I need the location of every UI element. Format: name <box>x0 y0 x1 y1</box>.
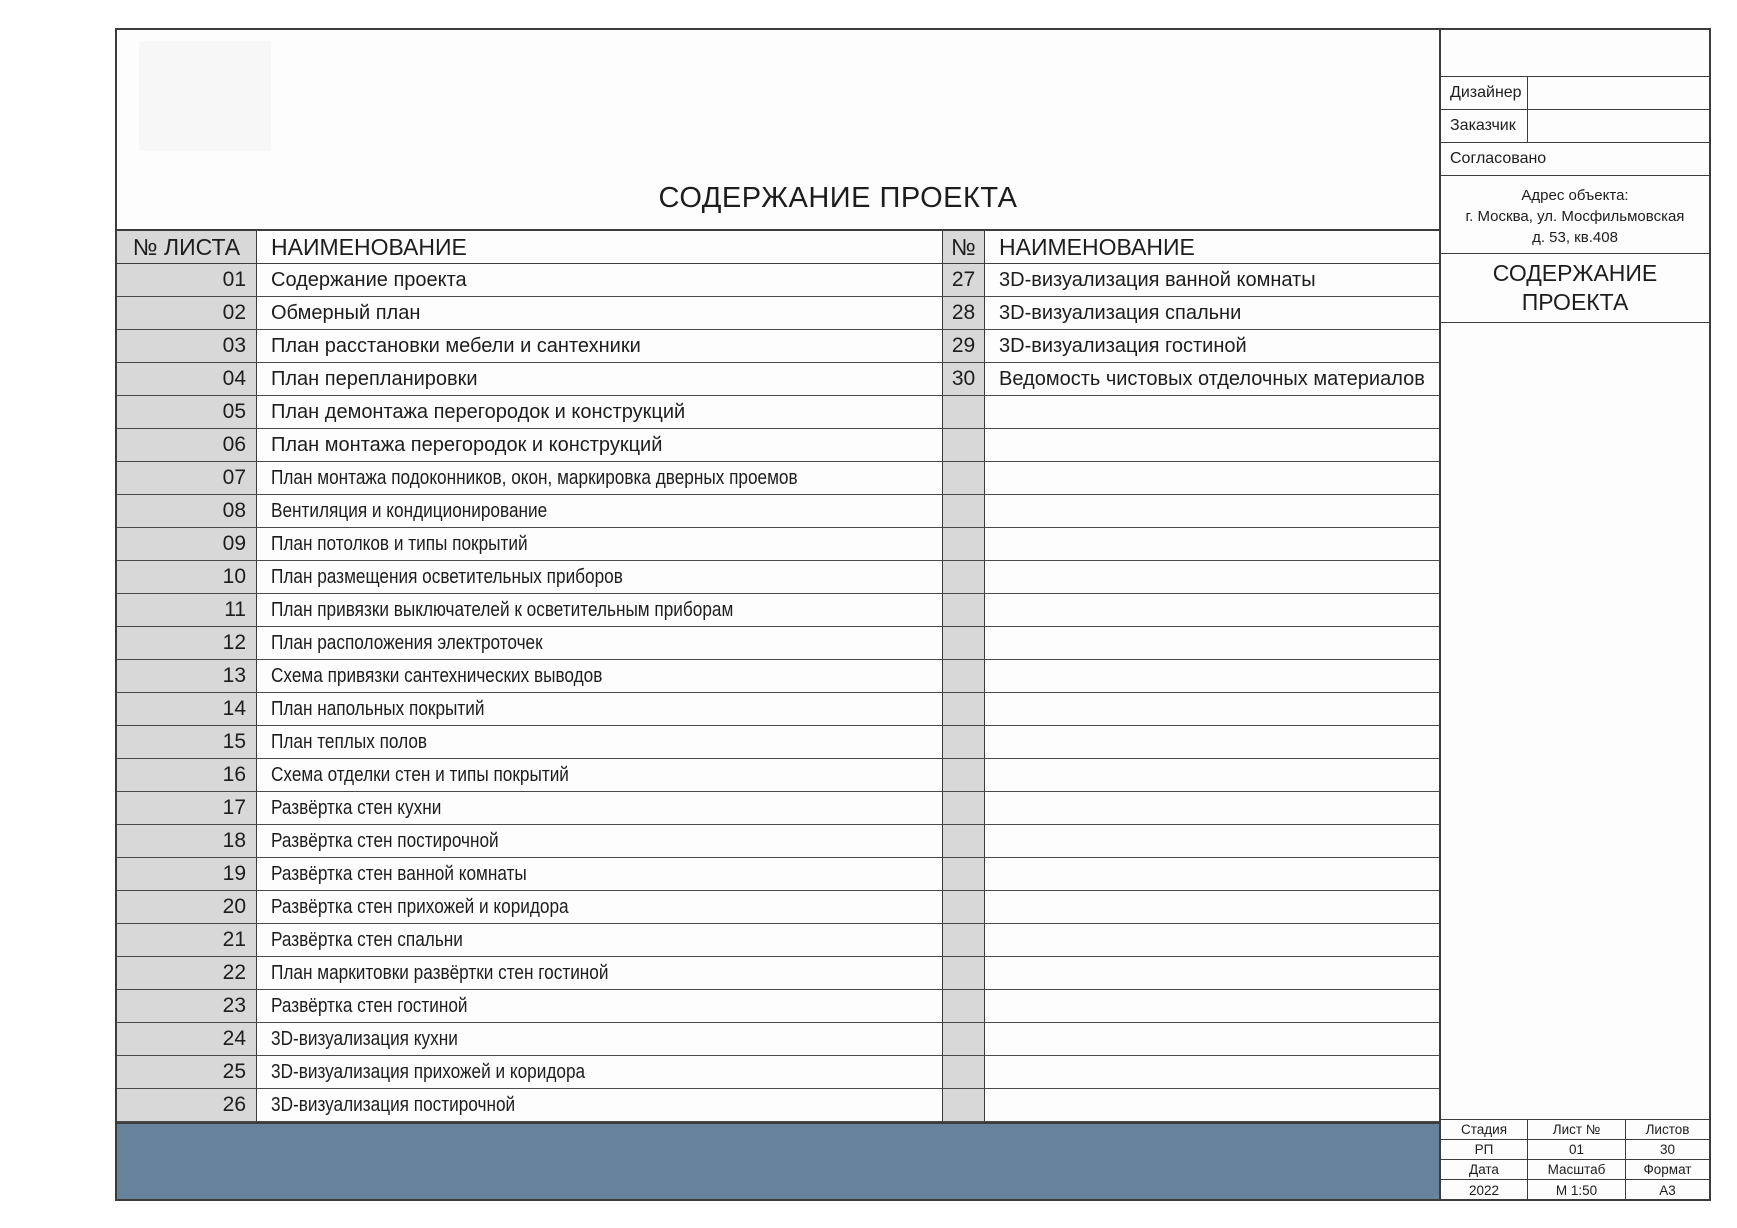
sheet-number-cell <box>943 528 985 560</box>
title-block-empty-cell <box>1441 30 1709 77</box>
sheet-number-cell: 25 <box>117 1056 257 1088</box>
sheet-number-cell <box>943 792 985 824</box>
sheet-name-cell: План монтажа перегородок и конструкций <box>271 433 663 456</box>
sheet-name-cell: Развёртка стен постирочной <box>271 829 499 852</box>
table-row <box>117 660 942 693</box>
sheet-name-cell: Ведомость чистовых отделочных материалов <box>999 367 1425 390</box>
sheet-name-cell <box>985 561 1439 593</box>
sheet-number-cell: 26 <box>117 1089 257 1121</box>
sheet-name-cell <box>985 1023 1439 1055</box>
table-row <box>943 693 1439 726</box>
title-block <box>1439 30 1709 1199</box>
sheet-number-cell <box>943 825 985 857</box>
sheet-number-cell <box>943 594 985 626</box>
sheet-name-cell: План теплых полов <box>271 730 428 753</box>
sheet-number-cell: 10 <box>117 561 257 593</box>
sheet-name-cell <box>985 429 1439 461</box>
table-row <box>117 1056 942 1089</box>
approved-row <box>1441 143 1709 176</box>
sheet-name-cell: 3D-визуализация ванной комнаты <box>999 268 1316 291</box>
contents-table-left <box>117 231 942 1122</box>
sheet-name-cell <box>985 759 1439 791</box>
sheet-name-cell <box>985 990 1439 1022</box>
sheet-name-cell: Содержание проекта <box>271 268 467 291</box>
table-row <box>943 429 1439 462</box>
page-title: СОДЕРЖАНИЕ ПРОЕКТА <box>658 182 1018 215</box>
sheet-name-cell: План привязки выключателей к осветительным приборам <box>271 598 734 621</box>
sheet-name-cell <box>985 1089 1439 1121</box>
address-line: г. Москва, ул. Мосфильмовская <box>1465 208 1685 225</box>
sheet-number-cell <box>943 1089 985 1121</box>
table-row <box>943 462 1439 495</box>
stamp-stage-label: Стадия <box>1441 1120 1528 1140</box>
sheet-number-cell: 08 <box>117 495 257 527</box>
top-band <box>117 30 1439 229</box>
sheet-name-cell: План демонтажа перегородок и конструкций <box>271 400 686 423</box>
table-row <box>117 693 942 726</box>
table-row <box>943 858 1439 891</box>
sheet-number-cell <box>943 561 985 593</box>
sheet-number-cell <box>943 759 985 791</box>
sheet-name-cell <box>985 627 1439 659</box>
sheet-number-cell <box>943 891 985 923</box>
table-row <box>943 396 1439 429</box>
table-row <box>943 891 1439 924</box>
table-row <box>943 264 1439 297</box>
sheet-name-cell <box>985 924 1439 956</box>
stamp-sheet-value: 01 <box>1528 1140 1626 1160</box>
sheet-number-cell: 09 <box>117 528 257 560</box>
designer-row <box>1441 77 1709 110</box>
table-row <box>117 561 942 594</box>
table-row <box>117 330 942 363</box>
column-header-name: НАИМЕНОВАНИЕ <box>271 233 467 260</box>
sheet-number-cell: 29 <box>943 330 985 362</box>
sheet-number-cell: 27 <box>943 264 985 296</box>
stamp-date-value: 2022 <box>1441 1180 1528 1200</box>
main-area <box>117 30 1439 1199</box>
sheet-number-cell: 30 <box>943 363 985 395</box>
sheet-name-cell <box>985 594 1439 626</box>
sheet-number-cell <box>943 627 985 659</box>
sheet-name-cell: Обмерный план <box>271 301 421 324</box>
address-line: д. 53, кв.408 <box>1532 229 1618 246</box>
sheet-name-cell <box>985 528 1439 560</box>
sheet-number-cell: 11 <box>117 594 257 626</box>
stamp-format-label: Формат <box>1626 1160 1709 1180</box>
sheet-number-cell <box>943 1023 985 1055</box>
sheet-number-cell <box>943 858 985 890</box>
table-row <box>943 330 1439 363</box>
sheet-name-cell: Развёртка стен прихожей и коридора <box>271 895 569 918</box>
sheet-number-cell <box>943 495 985 527</box>
table-rows <box>117 264 942 1122</box>
column-header-sheet-number: № ЛИСТА <box>117 231 257 263</box>
sheet-name-cell: Развёртка стен ванной комнаты <box>271 862 527 885</box>
table-row <box>943 660 1439 693</box>
sheet-name-cell: План напольных покрытий <box>271 697 485 720</box>
sheet-name-cell: 3D-визуализация кухни <box>271 1027 458 1050</box>
sheet-number-cell <box>943 1056 985 1088</box>
contents-table-right <box>942 231 1439 1122</box>
table-row <box>117 990 942 1023</box>
sheet-number-cell <box>943 957 985 989</box>
stamp-stage-value: РП <box>1441 1140 1528 1160</box>
sheet-name-cell <box>985 891 1439 923</box>
table-row <box>117 462 942 495</box>
table-row <box>117 1023 942 1056</box>
sheet-name-cell <box>985 660 1439 692</box>
sheet-name-cell <box>985 726 1439 758</box>
table-row <box>943 627 1439 660</box>
sheet-name-cell <box>985 792 1439 824</box>
sheet-name-cell: 3D-визуализация прихожей и коридора <box>271 1060 586 1083</box>
sheet-number-cell: 07 <box>117 462 257 494</box>
sheet-number-cell: 18 <box>117 825 257 857</box>
table-row <box>943 1056 1439 1089</box>
table-row <box>117 627 942 660</box>
table-header-row <box>943 231 1439 264</box>
table-row <box>117 726 942 759</box>
sheet-number-cell: 06 <box>117 429 257 461</box>
stamp-sheet-label: Лист № <box>1528 1120 1626 1140</box>
sheet-number-cell: 20 <box>117 891 257 923</box>
address-line: Адрес объекта: <box>1521 187 1629 204</box>
table-header-row <box>117 231 942 264</box>
table-row <box>943 1089 1439 1122</box>
sheet-name-cell <box>985 693 1439 725</box>
stamp-scale-label: Масштаб <box>1528 1160 1626 1180</box>
sheet-number-cell: 12 <box>117 627 257 659</box>
sheet-name-cell <box>985 495 1439 527</box>
table-row <box>943 1023 1439 1056</box>
table-row <box>943 726 1439 759</box>
sheet-name-cell: Схема отделки стен и типы покрытий <box>271 763 569 786</box>
sheet-name-cell <box>985 396 1439 428</box>
table-row <box>117 1089 942 1122</box>
sheet-number-cell: 03 <box>117 330 257 362</box>
table-rows <box>943 264 1439 1122</box>
table-row <box>943 990 1439 1023</box>
client-label: Заказчик <box>1450 117 1516 134</box>
table-row <box>943 957 1439 990</box>
sheet-number-cell <box>943 396 985 428</box>
stamp-table <box>1441 1119 1709 1199</box>
table-row <box>117 891 942 924</box>
designer-label: Дизайнер <box>1450 84 1522 101</box>
sheet-number-cell: 16 <box>117 759 257 791</box>
sheet-number-cell: 19 <box>117 858 257 890</box>
sheet-name-cell: План размещения осветительных приборов <box>271 565 623 588</box>
table-row <box>943 825 1439 858</box>
sheet-number-cell <box>943 429 985 461</box>
sheet-number-cell: 02 <box>117 297 257 329</box>
designer-value-cell <box>1527 77 1709 109</box>
column-header-name: НАИМЕНОВАНИЕ <box>999 233 1195 260</box>
sheet-number-cell: 04 <box>117 363 257 395</box>
sheet-number-cell: 28 <box>943 297 985 329</box>
client-value-cell <box>1527 110 1709 142</box>
sheet-name-cell: План потолков и типы покрытий <box>271 532 528 555</box>
table-row <box>117 792 942 825</box>
sheet-name-cell: Развёртка стен кухни <box>271 796 442 819</box>
sheet-name-cell: 3D-визуализация гостиной <box>999 334 1247 357</box>
sheet-number-cell <box>943 924 985 956</box>
sheet-number-cell: 22 <box>117 957 257 989</box>
footer-color-bar <box>117 1122 1439 1199</box>
sheet-name-cell <box>985 462 1439 494</box>
stamp-scale-value: М 1:50 <box>1528 1180 1626 1200</box>
stamp-sheets-label: Листов <box>1626 1120 1709 1140</box>
title-block-spacer <box>1441 323 1709 1119</box>
sheet-name-cell: План расстановки мебели и сантехники <box>271 334 641 357</box>
sheet-name-cell: Вентиляция и кондиционирование <box>271 499 548 522</box>
table-row <box>943 528 1439 561</box>
table-row <box>117 264 942 297</box>
sheet-frame <box>115 28 1711 1201</box>
table-row <box>943 594 1439 627</box>
sheet-name-cell: План монтажа подоконников, окон, маркировка дверных проемов <box>271 466 798 489</box>
table-row <box>943 759 1439 792</box>
logo-placeholder <box>139 41 271 151</box>
sheet-name-cell <box>985 825 1439 857</box>
table-row <box>117 363 942 396</box>
sheet-number-cell: 21 <box>117 924 257 956</box>
table-row <box>943 297 1439 330</box>
stamp-sheets-value: 30 <box>1626 1140 1709 1160</box>
sheet-title: СОДЕРЖАНИЕ ПРОЕКТА <box>1441 254 1709 323</box>
sheet-name-cell: План расположения электроточек <box>271 631 543 654</box>
table-row <box>117 924 942 957</box>
object-address <box>1441 176 1709 254</box>
table-row <box>943 363 1439 396</box>
table-row <box>117 957 942 990</box>
sheet-number-cell: 14 <box>117 693 257 725</box>
sheet-name-cell: Развёртка стен спальни <box>271 928 463 951</box>
sheet-name-cell: План маркитовки развёртки стен гостиной <box>271 961 609 984</box>
sheet-name-cell: 3D-визуализация спальни <box>999 301 1242 324</box>
sheet-number-cell <box>943 693 985 725</box>
sheet-number-cell: 01 <box>117 264 257 296</box>
table-row <box>117 528 942 561</box>
sheet-number-cell: 13 <box>117 660 257 692</box>
sheet-name-cell: Схема привязки сантехнических выводов <box>271 664 603 687</box>
table-row <box>943 792 1439 825</box>
sheet-number-cell <box>943 990 985 1022</box>
table-row <box>117 594 942 627</box>
stamp-format-value: А3 <box>1659 1182 1676 1198</box>
sheet-number-cell <box>943 462 985 494</box>
sheet-name-cell <box>985 858 1439 890</box>
sheet-number-cell: 05 <box>117 396 257 428</box>
sheet-name-cell: План перепланировки <box>271 367 478 390</box>
table-row <box>117 825 942 858</box>
table-row <box>117 759 942 792</box>
sheet-number-cell: 23 <box>117 990 257 1022</box>
sheet-name-cell <box>985 1056 1439 1088</box>
sheet-number-cell <box>943 660 985 692</box>
column-header-sheet-number: № <box>943 231 985 263</box>
approved-label: Согласовано <box>1450 150 1547 167</box>
table-row <box>943 561 1439 594</box>
sheet-name-cell: Развёртка стен гостиной <box>271 994 468 1017</box>
sheet-name-cell <box>985 957 1439 989</box>
table-row <box>117 858 942 891</box>
stamp-date-label: Дата <box>1441 1160 1528 1180</box>
client-row <box>1441 110 1709 143</box>
table-row <box>943 495 1439 528</box>
sheet-number-cell: 15 <box>117 726 257 758</box>
sheet-name-cell: 3D-визуализация постирочной <box>271 1093 516 1116</box>
table-row <box>117 396 942 429</box>
table-row <box>117 429 942 462</box>
contents-tables <box>117 229 1439 1122</box>
table-row <box>117 495 942 528</box>
sheet-number-cell: 17 <box>117 792 257 824</box>
table-row <box>943 924 1439 957</box>
sheet-number-cell <box>943 726 985 758</box>
table-row <box>117 297 942 330</box>
sheet-number-cell: 24 <box>117 1023 257 1055</box>
